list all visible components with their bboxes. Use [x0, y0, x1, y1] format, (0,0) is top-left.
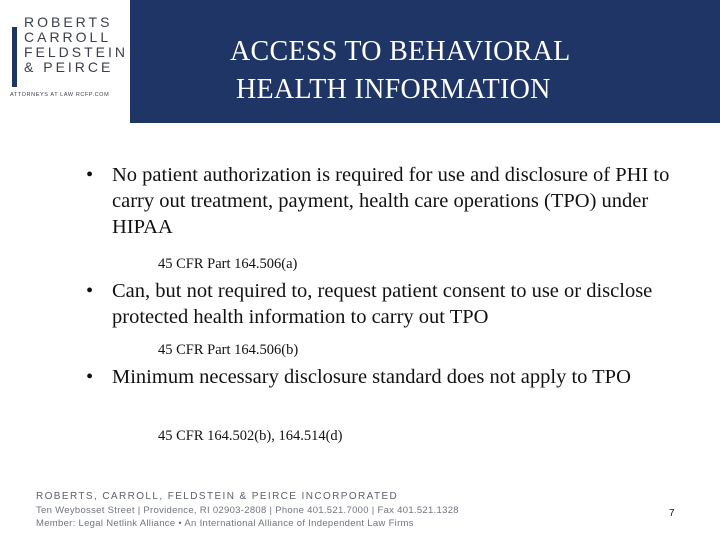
firm-logo [0, 0, 130, 123]
logo-tagline: ATTORNEYS AT LAW RCFP.COM [10, 92, 110, 98]
logo-line: ROBERTS [24, 14, 113, 30]
logo-accent-bar [12, 27, 17, 87]
title-line-1: ACCESS TO BEHAVIORAL [230, 36, 571, 67]
bullet-marker: • [86, 164, 94, 186]
logo-line: FELDSTEIN [24, 44, 129, 60]
logo-line: & PEIRCE [24, 59, 114, 75]
slide-title [230, 33, 700, 109]
page-number: 7 [669, 508, 675, 519]
logo-line: CARROLL [24, 29, 112, 45]
citation: 45 CFR Part 164.506(b) [158, 342, 299, 358]
bullet-text: Minimum necessary disclosure standard does not apply to TPO [112, 366, 631, 388]
citation: 45 CFR Part 164.506(a) [158, 256, 298, 272]
footer-firm-name: ROBERTS, CARROLL, FELDSTEIN & PEIRCE INCORPORATED [36, 491, 399, 502]
footer [36, 490, 459, 530]
header-banner [0, 0, 720, 123]
bullet-text: No patient authorization is required for use and disclosure of PHI to carry out treatment, payment, health care operations (TPO) under HIPAA [112, 164, 670, 238]
bullet-marker: • [86, 366, 94, 388]
footer-address: Ten Weybosset Street | Providence, RI 02903-2808 | Phone 401.521.7000 | Fax 401.521.1328 [36, 505, 459, 516]
citation: 45 CFR 164.502(b), 164.514(d) [158, 428, 343, 444]
bullet-text: Can, but not required to, request patient consent to use or disclose protected health information to carry out TPO [112, 280, 653, 328]
bullet-marker: • [86, 280, 94, 302]
footer-membership: Member: Legal Netlink Alliance • An International Alliance of Independent Law Firms [36, 518, 414, 529]
logo-wordmark [24, 15, 128, 75]
title-line-2: HEALTH INFORMATION [236, 74, 551, 105]
